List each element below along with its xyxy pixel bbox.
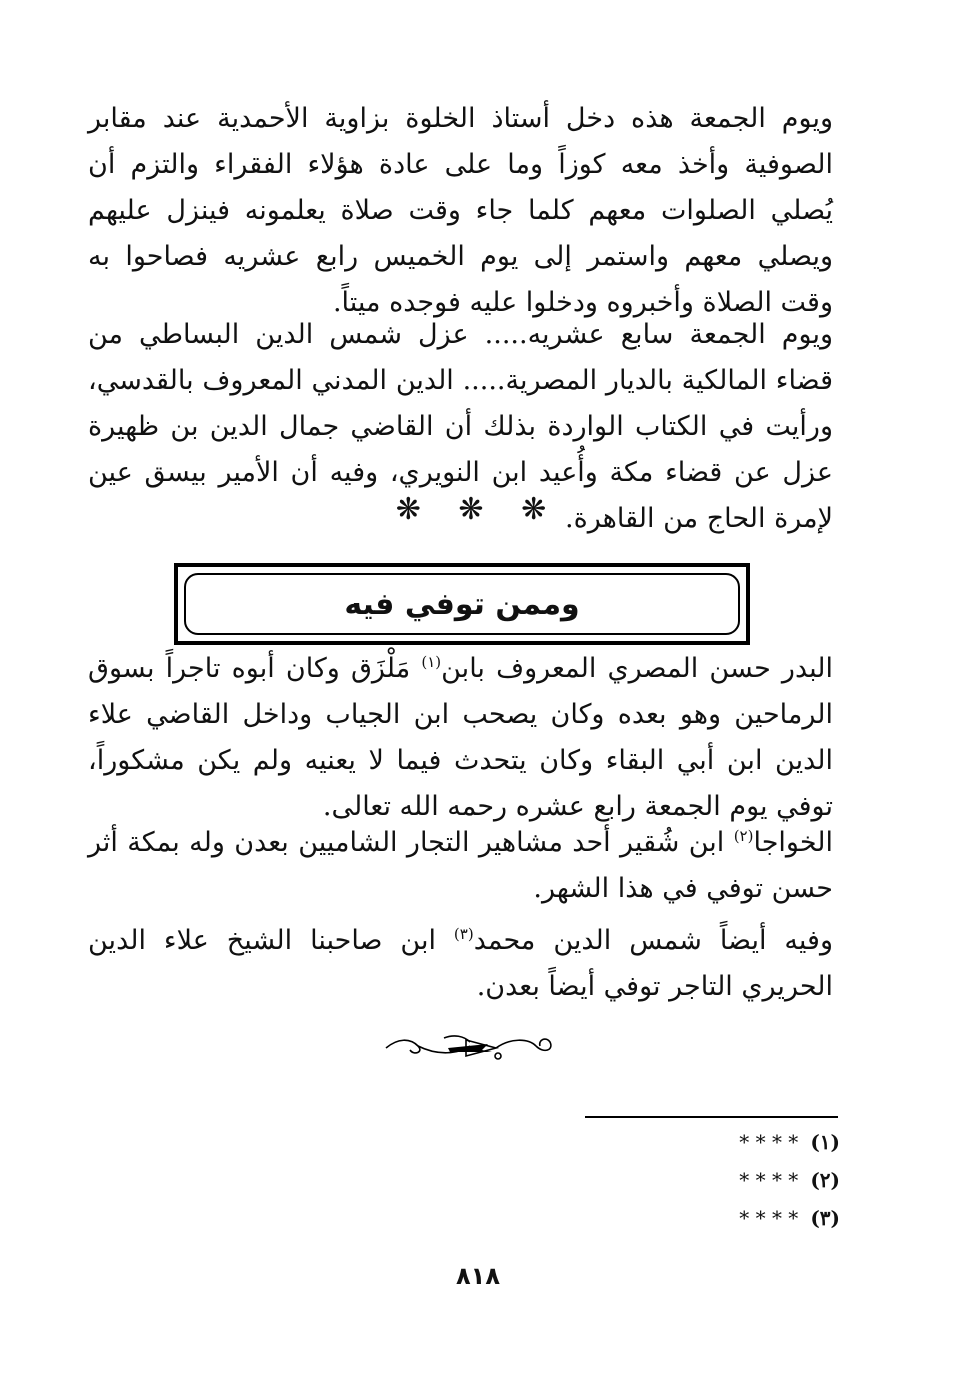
obituary-entry [88, 820, 833, 912]
footnote-line [560, 1128, 840, 1156]
decorative-flourish-icon [378, 1030, 558, 1064]
obituary-text-start: وفيه أيضاً شمس الدين محمد [473, 925, 833, 956]
section-separator-stars: ❋ ❋ ❋ [395, 492, 561, 527]
page-number: ٨١٨ [456, 1262, 500, 1290]
footnote-reference[interactable]: (١) [421, 653, 442, 671]
footnote-line [560, 1204, 840, 1232]
obituary-text-start: البدر حسن المصري المعروف بابن [441, 653, 833, 684]
footnote-number: (٣) [810, 1206, 840, 1230]
footnote-asterisks: * * * * [739, 1130, 799, 1154]
section-title-inner-frame [184, 573, 740, 635]
footnote-line [560, 1166, 840, 1194]
obituary-text-rest: ابن شُقير أحد مشاهير التجار الشاميين بعدن وله بمكة أثر حسن توفي في هذا الشهر. [88, 827, 833, 904]
section-title: وممن توفي فيه [344, 586, 580, 622]
obituary-entry [88, 918, 833, 1010]
footnote-number: (٢) [810, 1168, 840, 1192]
paragraph-friday-zawiya: ويوم الجمعة هذه دخل أستاذ الخلوة بزاوية الأحمدية عند مقابر الصوفية وأخذ معه كوزاً وما على عادة هؤلاء الفقراء والتزم أن يُصلي الصلوات معهم كلما جاء وقت صلاة يعلمونه فينزل عليهم ويصلي معهم واستمر إلى يوم الخميس رابع عشريه فصاحوا به وقت الصلاة وأخبروه ودخلوا عليه فوجده ميتاً. [88, 103, 833, 318]
obituary-text-rest: ابن صاحبنا الشيخ علاء الدين الحريري التاجر توفي أيضاً بعدن. [88, 925, 833, 1002]
section-title-box [174, 563, 750, 645]
obituary-text-start: الخواجا [753, 827, 833, 858]
footnote-asterisks: * * * * [739, 1168, 799, 1192]
paragraph-friday-dismissal: ويوم الجمعة سابع عشريه..... عزل شمس الدين البساطي من قضاء المالكية بالديار المصرية..... الدين المدني المعروف بالقدسي، ورأيت في الكتاب الواردة بذلك أن القاضي جمال الدين بن ظهيرة عزل عن قضاء مكة وأُعيد ابن النويري، وفيه أن الأمير بيسق عين لإمرة الحاج من القاهرة. [88, 319, 833, 534]
footnote-asterisks: * * * * [739, 1206, 799, 1230]
footnote-number: (١) [810, 1130, 840, 1154]
obituary-text-rest: مَلْزَق وكان أبوه تاجراً بسوق الرماحين وهو بعده وكان يصحب ابن الجياب وداخل القاضي علاء الدين ابن أبي البقاء وكان يتحدث فيما لا يعنيه ولم يكن مشكوراً، توفي يوم الجمعة رابع عشره رحمه الله تعالى. [88, 653, 833, 822]
footnote-divider [585, 1116, 838, 1118]
footnote-reference[interactable]: (٣) [453, 925, 474, 943]
obituary-entry [88, 646, 833, 830]
footnote-reference[interactable]: (٢) [733, 827, 754, 845]
